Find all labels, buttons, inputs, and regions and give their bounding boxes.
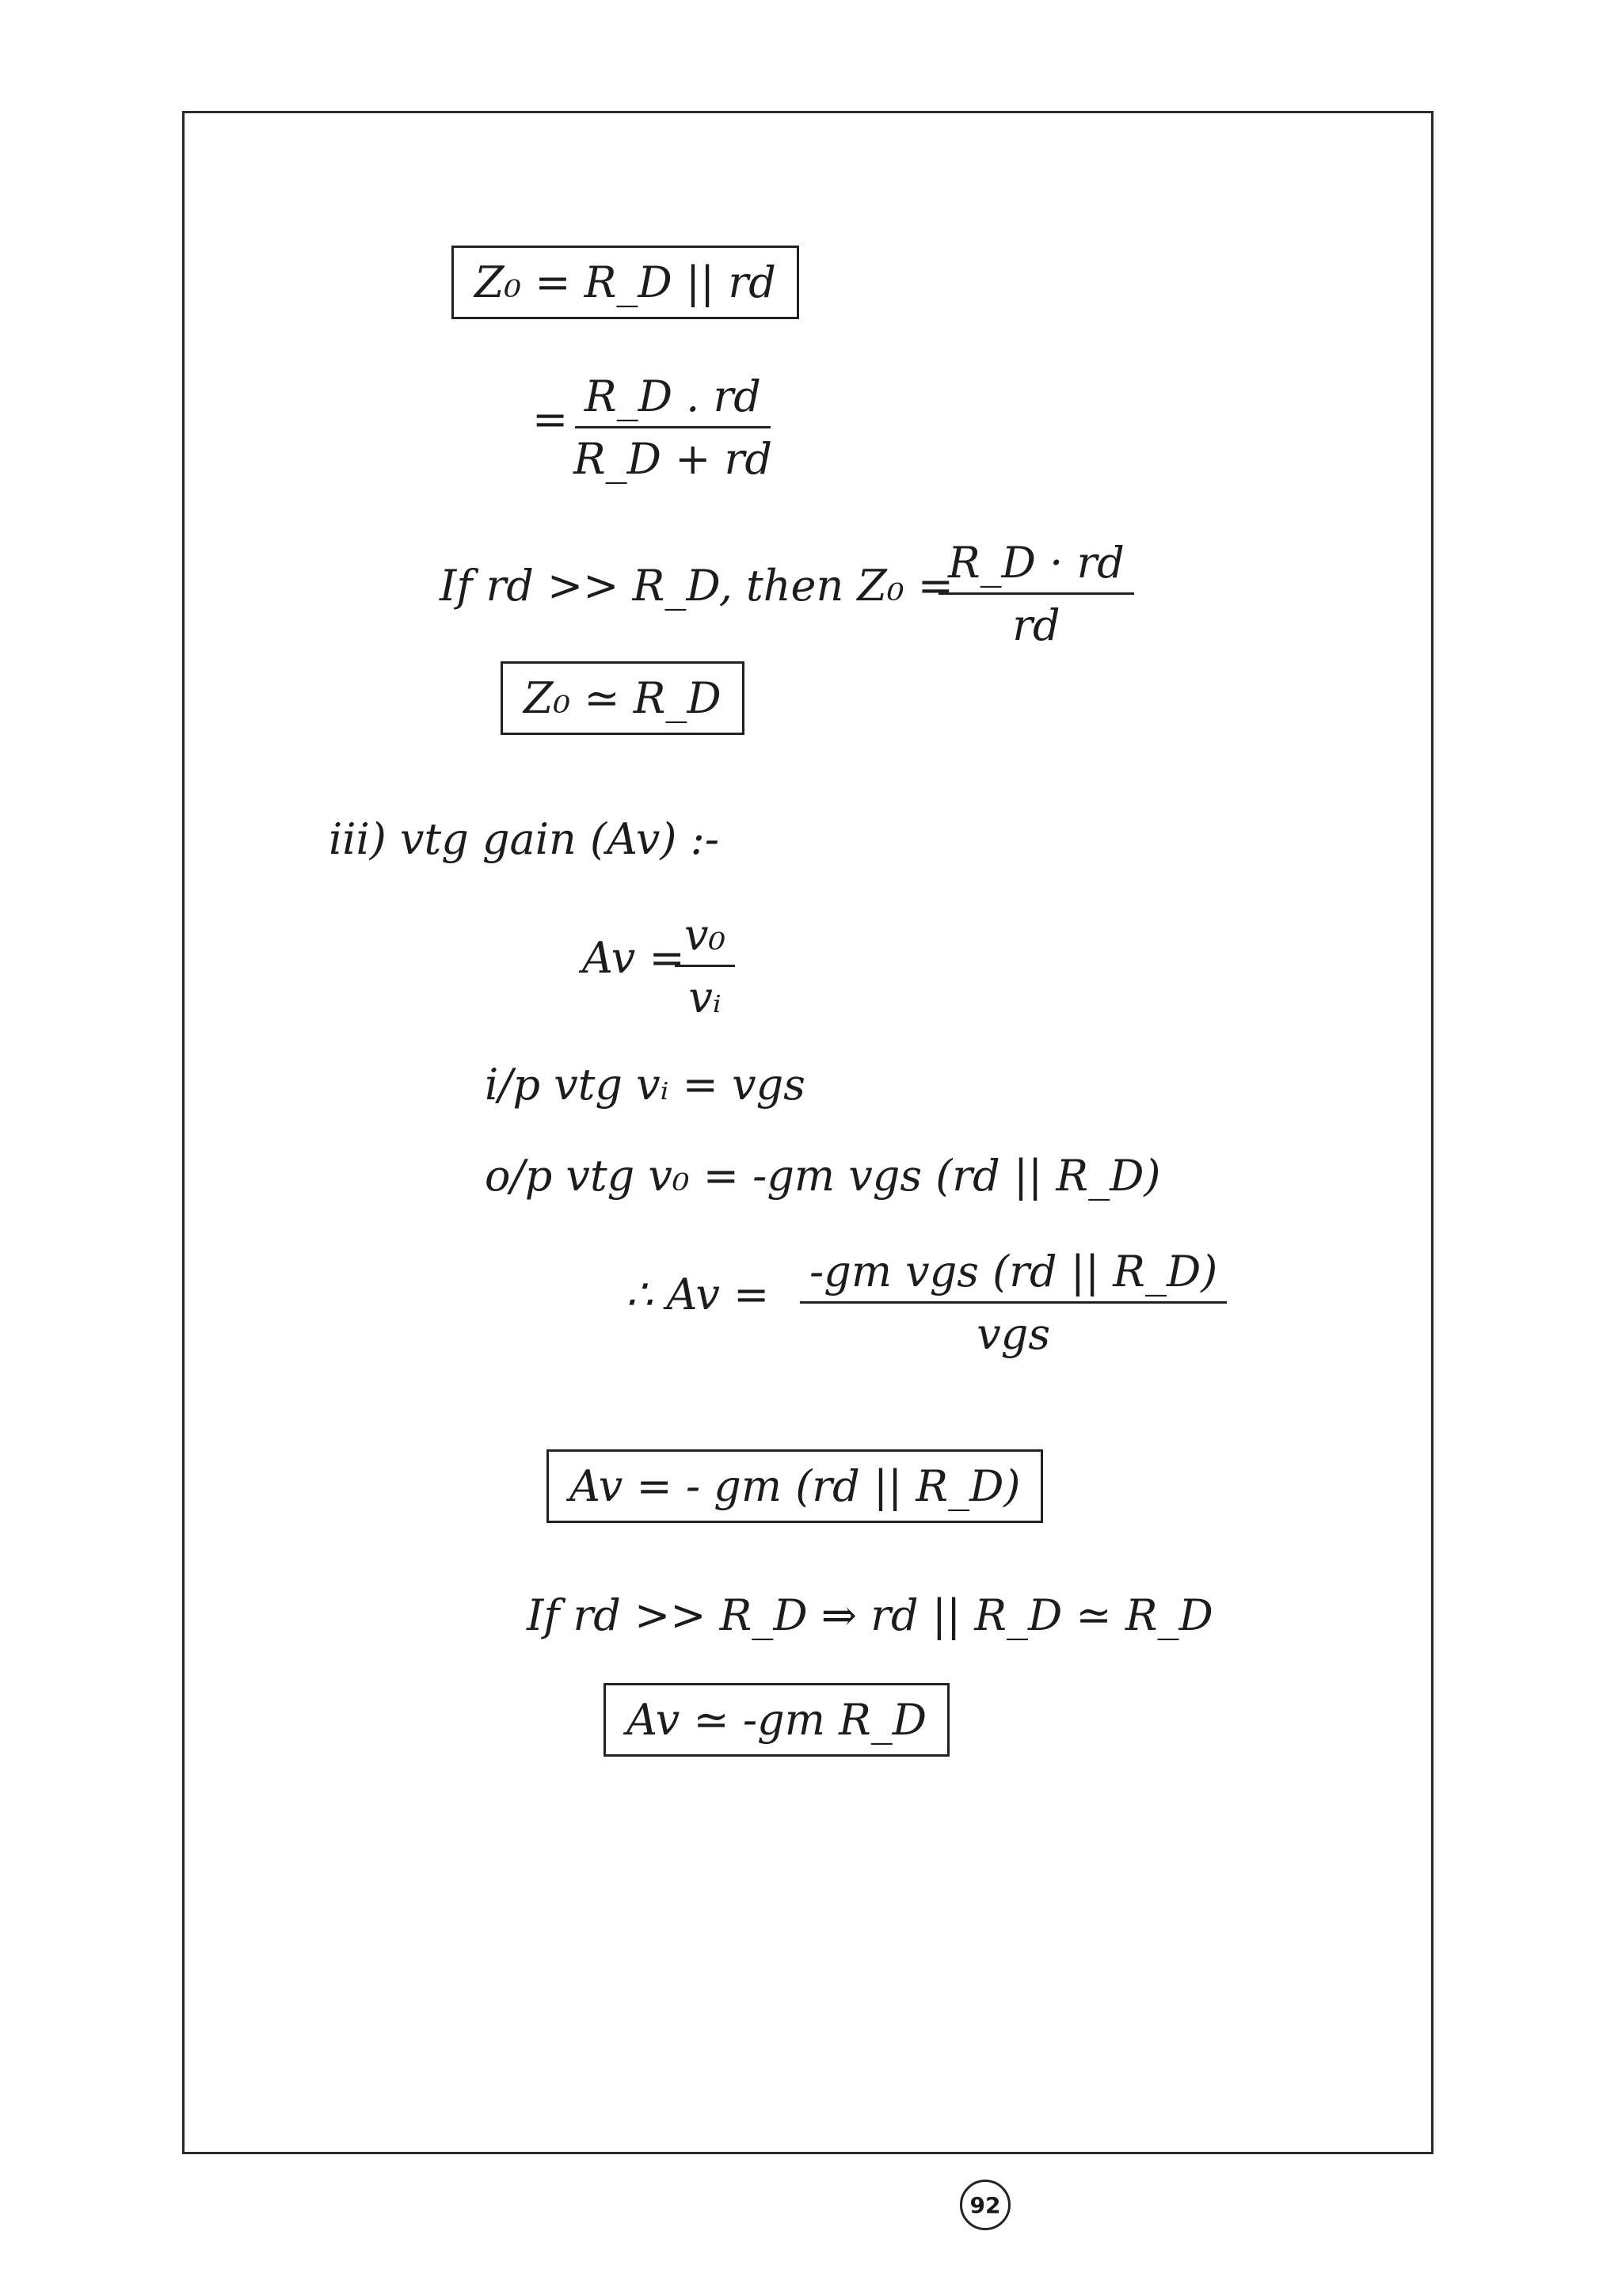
av-fraction [675,911,735,1022]
condition-line-1: If rd >> R_D, then Z₀ = [440,561,954,611]
condition-fraction-numerator: R_D · rd [939,539,1134,595]
section-heading-voltage-gain: iii) vtg gain (Av) :- [329,814,720,864]
condition-line-2: If rd >> R_D ⇒ rd || R_D ≃ R_D [527,1590,1213,1640]
page-border [182,111,1434,2154]
av-prefix: Av = [582,933,685,983]
condition-fraction [939,539,1134,650]
impedance-fraction [564,372,782,484]
impedance-fraction-denominator: R_D + rd [573,434,772,485]
output-voltage-line: o/p vtg v₀ = -gm vgs (rd || R_D) [485,1151,1161,1201]
equals-sign: = [532,394,569,444]
av-fraction-denominator: vᵢ [688,973,722,1023]
page-number: 92 [960,2180,1011,2230]
therefore-fraction [800,1247,1227,1359]
therefore-prefix: ∴ Av = [626,1270,770,1319]
input-voltage-line: i/p vtg vᵢ = vgs [485,1060,805,1110]
therefore-fraction-denominator: vgs [977,1309,1051,1360]
av-fraction-numerator: v₀ [675,911,735,967]
condition-fraction-denominator: rd [1012,600,1060,651]
voltage-gain-result: Av = - gm (rd || R_D) [546,1449,1043,1523]
output-impedance-approximation: Z₀ ≃ R_D [501,661,744,735]
output-impedance-definition: Z₀ = R_D || rd [451,246,799,319]
voltage-gain-approximation: Av ≃ -gm R_D [603,1683,950,1757]
impedance-fraction-numerator: R_D . rd [575,372,771,428]
therefore-fraction-numerator: -gm vgs (rd || R_D) [800,1247,1227,1304]
